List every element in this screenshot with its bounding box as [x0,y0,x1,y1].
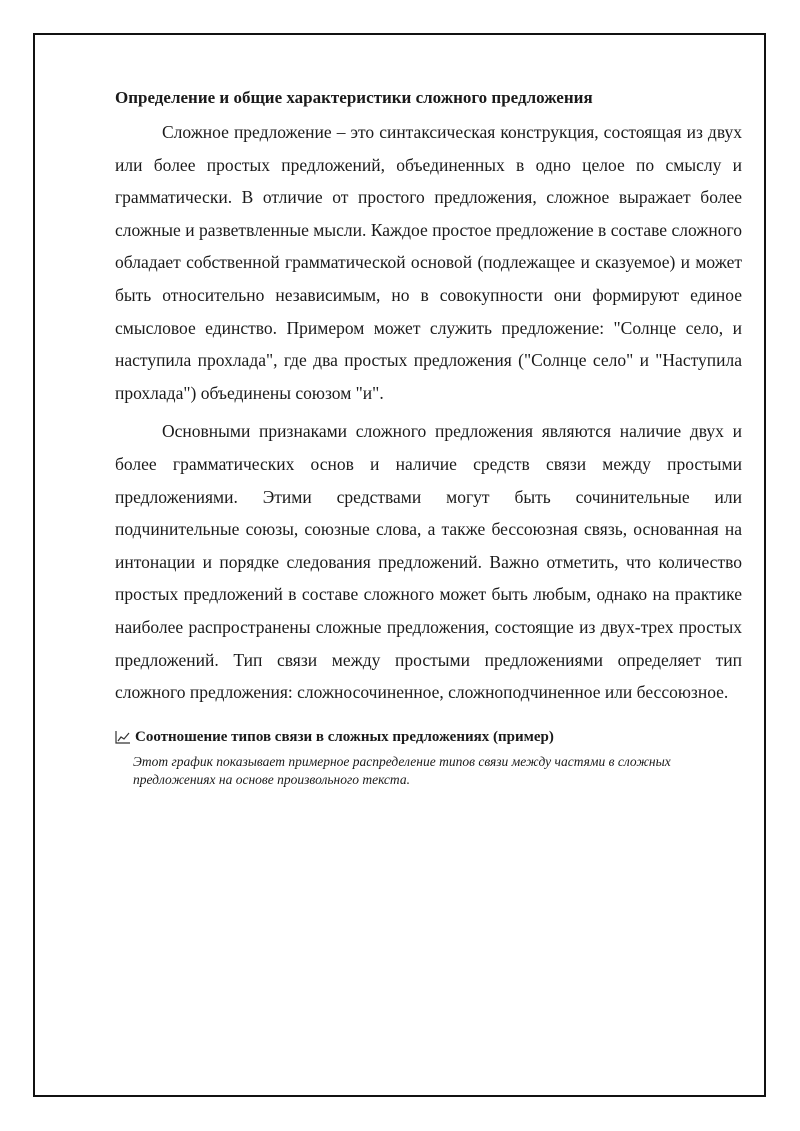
line-chart-icon [115,730,131,744]
document-content [115,86,742,789]
figure-caption: Этот график показывает примерное распределение типов связи между частями в сложных предложениях на основе произвольного текста. [133,753,671,787]
paragraph-definition: Сложное предложение – это синтаксическая конструкция, состоящая из двух или более простых предложений, объединенных в одно целое по смыслу и грамматически. В отличие от простого предложения, сложное выражает более сложные и разветвленные мысли. Каждое простое предложение в составе сложного обладает собственной грамматической основой (подлежащее и сказуемое) и может быть относительно независимым, но в совокупности они формируют единое смысловое единство. Примером может служить предложение: "Солнце село, и наступила прохлада", где два простых предложения ("Солнце село" и "Наступила прохлада") объединены союзом "и". [115,122,742,403]
figure-title: Соотношение типов связи в сложных предложениях (пример) [135,728,554,745]
paragraph-features: Основными признаками сложного предложения являются наличие двух и более грамматических основ и наличие средств связи между простыми предложениями. Этими средствами могут быть сочинительные или подчинительные союзы, союзные слова, а также бессоюзная связь, основанная на интонации и порядке следования предложений. Важно отметить, что количество простых предложений в составе сложного может быть любым, однако на практике наиболее распространены сложные предложения, состоящие из двух-трех простых предложений. Тип связи между простыми предложениями определяет тип сложного предложения: сложносочиненное, сложноподчиненное или бессоюзное. [115,421,742,703]
section-heading: Определение и общие характеристики сложного предложения [115,88,593,107]
figure-title-row [115,727,742,747]
